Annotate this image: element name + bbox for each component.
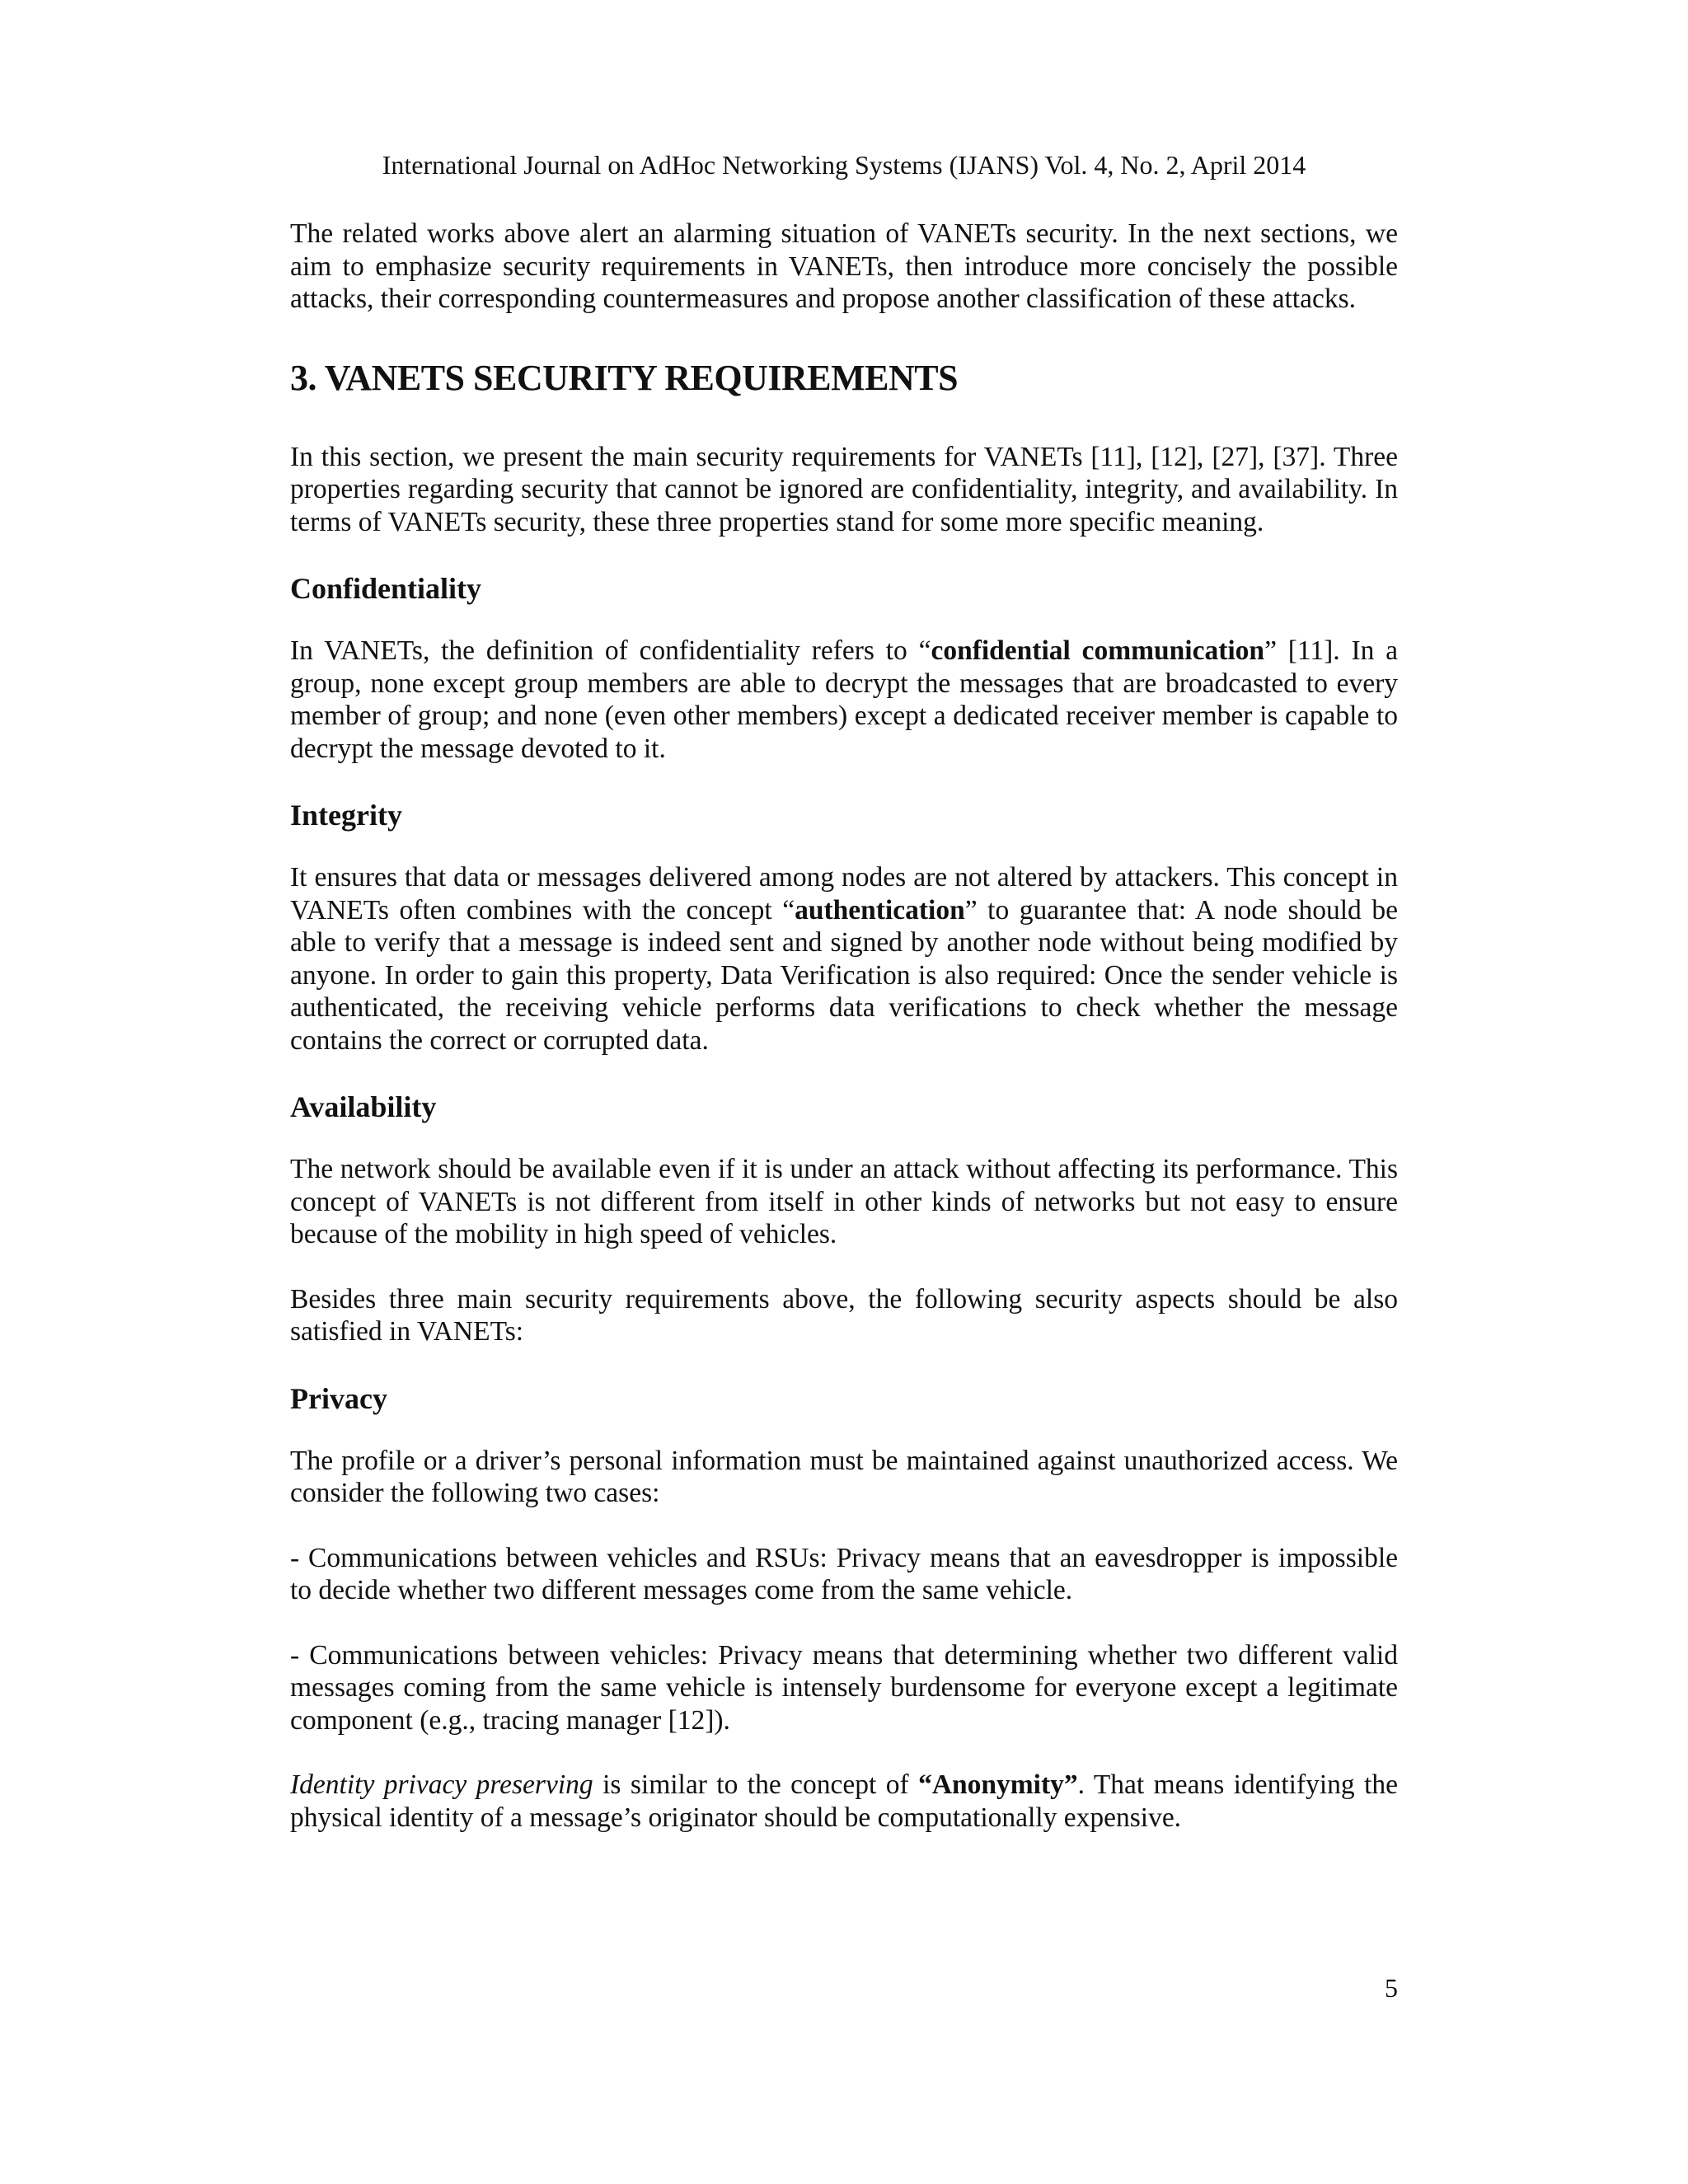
- confidentiality-text-after: ” [11]. In a group, none except group members are able to decrypt the messages that are broadcasted to every member of group; and none (even other members) except a dedicated receiver member is capable to decrypt the message devoted to it.: [290, 635, 1399, 764]
- anonymity-bold-term: “Anonymity”: [918, 1769, 1078, 1800]
- identity-privacy-mid: is similar to the concept of: [593, 1769, 919, 1800]
- section-title: 3. VANETS SECURITY REQUIREMENTS: [290, 357, 959, 398]
- integrity-text-after: ” to guarantee that: A node should be able to verify that a message is indeed sent and signed by another node without being modified by anyone. In order to gain this property, Data Verification is also required: Once the sender vehicle is authenticated, the receiving vehicle performs data verifications to check whether the message contains the correct or corrupted data.: [290, 894, 1399, 1056]
- availability-heading: Availability: [290, 1090, 437, 1123]
- page-content: [290, 218, 1398, 1866]
- confidentiality-bold-term: confidential communication: [931, 635, 1265, 666]
- confidentiality-text-before: In VANETs, the definition of confidentiality refers to “: [290, 635, 931, 666]
- availability-paragraph: The network should be available even if it is under an attack without affecting its performance. This concept of VANETs is not different from itself in other kinds of networks but not easy to ensure because of the mobility in high speed of vehicles.: [290, 1154, 1398, 1249]
- integrity-heading: Integrity: [290, 799, 402, 832]
- integrity-text-before: It ensures that data or messages delivered among nodes are not altered by attackers. This concept in VANETs often combines with the concept “: [290, 862, 1398, 926]
- intro-paragraph: The related works above alert an alarming situation of VANETs security. In the next sections, we aim to emphasize security requirements in VANETs, then introduce more concisely the possible attacks, their corresponding countermeasures and propose another classification of these attacks.: [290, 218, 1398, 314]
- privacy-case-2: - Communications between vehicles: Privacy means that determining whether two different valid messages coming from the same vehicle is intensely burdensome for everyone except a legitimate component (e.g., tracing manager [12]).: [290, 1639, 1398, 1736]
- privacy-intro-paragraph: The profile or a driver’s personal information must be maintained against unauthorized access. We consider the following two cases:: [290, 1445, 1398, 1508]
- identity-privacy-italic: Identity privacy preserving: [290, 1769, 593, 1800]
- integrity-paragraph: [290, 861, 1398, 1057]
- identity-privacy-paragraph: [290, 1769, 1398, 1834]
- integrity-bold-term: authentication: [795, 894, 965, 926]
- privacy-case-1: - Communications between vehicles and RSUs: Privacy means that an eavesdropper is impossible to decide whether two different messages come from the same vehicle.: [290, 1542, 1398, 1605]
- besides-paragraph: Besides three main security requirements above, the following security aspects should be also satisfied in VANETs:: [290, 1283, 1398, 1347]
- running-header: International Journal on AdHoc Networking Systems (IJANS) Vol. 4, No. 2, April 2014: [382, 150, 1306, 180]
- confidentiality-paragraph: [290, 635, 1398, 765]
- privacy-heading: Privacy: [290, 1381, 387, 1415]
- page-number: 5: [1385, 1973, 1398, 2003]
- section-intro-paragraph: In this section, we present the main security requirements for VANETs [11], [12], [27], [37]. Three properties regarding security that cannot be ignored are confidentiality, integrity, and availability. In terms of VANETs security, these three properties stand for some more specific meaning.: [290, 441, 1398, 537]
- confidentiality-heading: Confidentiality: [290, 572, 482, 605]
- identity-privacy-after: . That means identifying the physical identity of a message’s originator should be computationally expensive.: [290, 1769, 1398, 1833]
